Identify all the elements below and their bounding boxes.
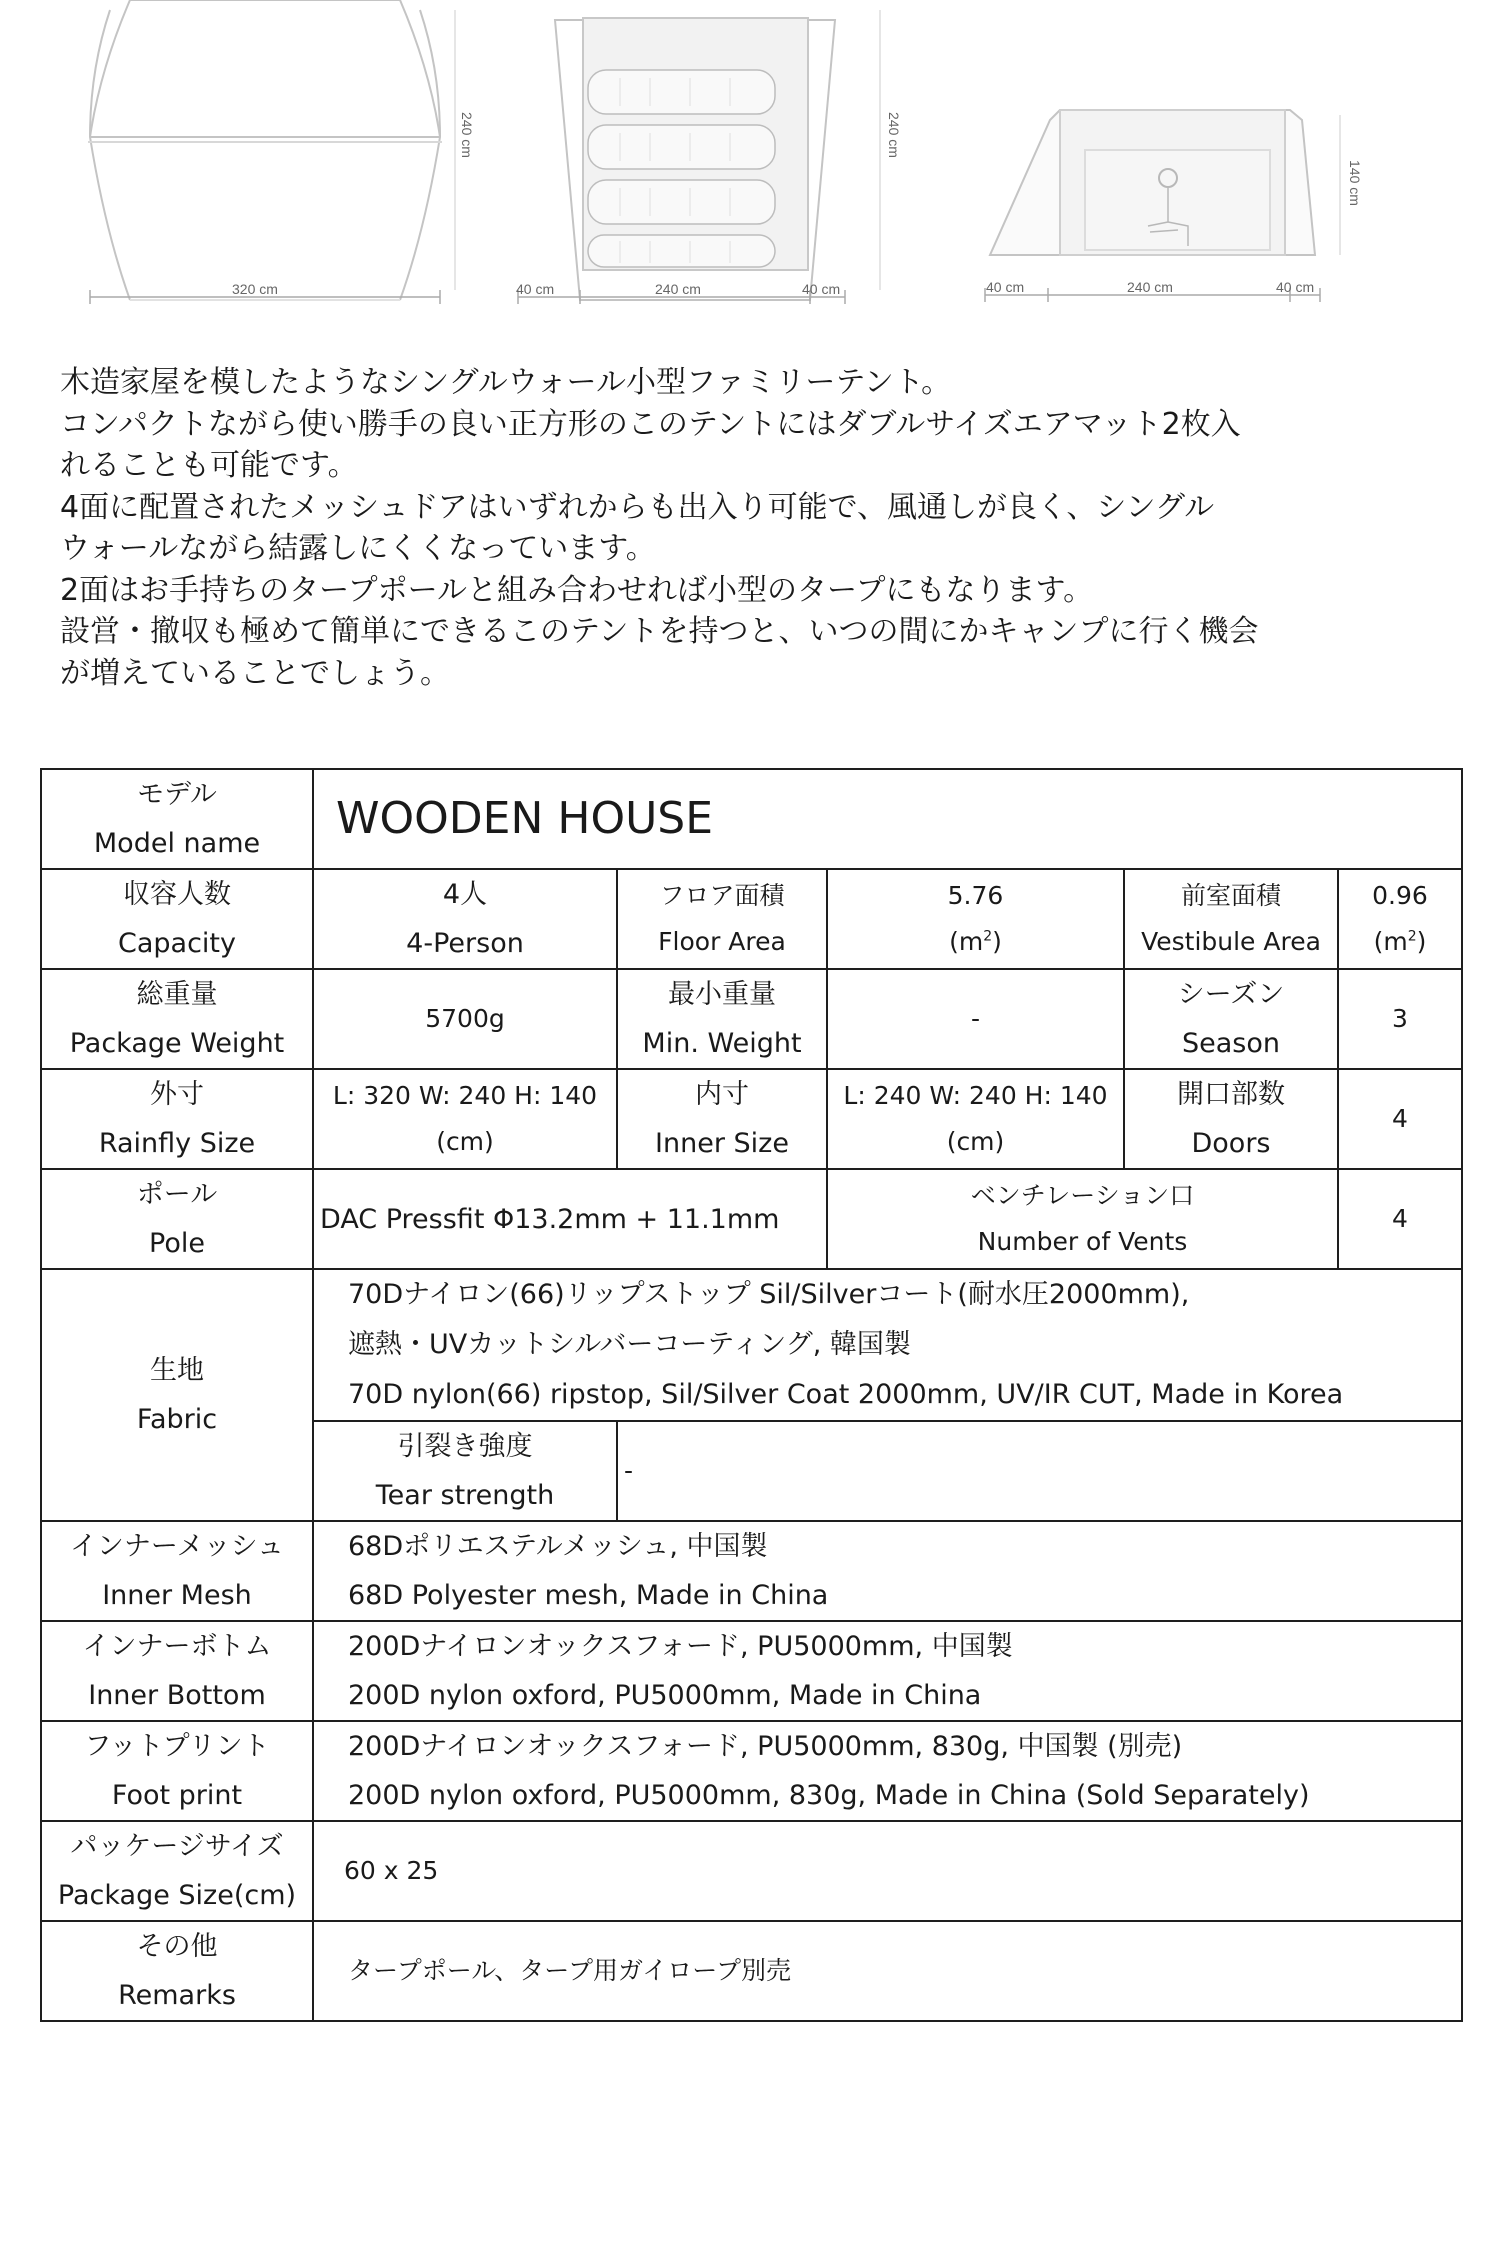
model-name-value: WOODEN HOUSE <box>313 769 1462 869</box>
fabric-line: 遮熱・UVカットシルバーコーティング, 韓国製 <box>348 1329 911 1360</box>
side-height-label: 140 cm <box>1347 160 1363 206</box>
model-label-cell <box>41 769 313 869</box>
doors-label-en: Doors <box>1191 1128 1271 1159</box>
description-line: 4面に配置されたメッシュドアはいずれからも出入り可能で、風通しが良く、シングル <box>60 489 1215 525</box>
package-weight-value: 5700g <box>313 969 617 1069</box>
fabric-value-cell <box>313 1269 1462 1421</box>
description-line: 木造家屋を模したようなシングルウォール小型ファミリーテント。 <box>60 365 952 400</box>
vestibule-area-label-en: Vestibule Area <box>1141 927 1321 956</box>
vestibule-area-value: 0.96 <box>1372 881 1428 910</box>
rainfly-size-label-cell <box>41 1069 313 1169</box>
inner-bottom-label-en: Inner Bottom <box>88 1680 266 1711</box>
doors-label-ja: 開口部数 <box>1177 1079 1285 1110</box>
tear-strength-label-ja: 引裂き強度 <box>397 1431 533 1462</box>
fabric-line: 70D nylon(66) ripstop, Sil/Silver Coat 2000mm, UV/IR CUT, Made in Korea <box>348 1379 1344 1410</box>
capacity-value-ja: 4人 <box>442 879 488 910</box>
rainfly-size-value-cell <box>313 1069 617 1169</box>
floor-area-value-cell <box>827 869 1124 969</box>
pole-label-en: Pole <box>149 1228 205 1259</box>
footprint-label-cell <box>41 1721 313 1821</box>
side-right-label: 40 cm <box>1276 279 1315 295</box>
description-line: 2面はお手持ちのタープポールと組み合わせれば小型のタープにもなります。 <box>60 572 1094 608</box>
capacity-value-en: 4-Person <box>406 928 524 959</box>
side-view-diagram <box>985 110 1340 302</box>
row-capacity <box>41 869 1462 969</box>
inner-size-value: L: 240 W: 240 H: 140 <box>843 1081 1108 1110</box>
capacity-label-ja: 収容人数 <box>123 879 231 910</box>
tent-dimension-diagrams <box>0 0 1500 320</box>
front-width-label: 320 cm <box>232 281 278 297</box>
model-label-en: Model name <box>93 828 261 859</box>
spec-table <box>40 768 1463 2022</box>
side-left-label: 40 cm <box>986 279 1025 295</box>
package-weight-label-en: Package Weight <box>69 1028 285 1059</box>
inner-size-value-cell <box>827 1069 1124 1169</box>
row-inner-mesh <box>41 1521 1462 1621</box>
inner-mesh-value-cell <box>313 1521 1462 1621</box>
footprint-line-ja: 200Dナイロンオックスフォード, PU5000mm, 830g, 中国製 (別売) <box>348 1731 1183 1762</box>
row-model <box>41 769 1462 869</box>
front-height-label: 240 cm <box>459 112 475 158</box>
top-right-label: 40 cm <box>802 281 841 297</box>
inner-bottom-value-cell <box>313 1621 1462 1721</box>
row-pole <box>41 1169 1462 1269</box>
remarks-label-en: Remarks <box>118 1980 236 2011</box>
season-label-cell <box>1124 969 1338 1069</box>
pole-value: DAC Pressfit Φ13.2mm + 11.1mm <box>313 1169 827 1269</box>
fabric-line: 70Dナイロン(66)リップストップ Sil/Silverコート(耐水圧2000mm), <box>348 1279 1190 1310</box>
model-label-ja: モデル <box>137 779 217 810</box>
inner-mesh-line-ja: 68Dポリエステルメッシュ, 中国製 <box>348 1531 768 1562</box>
top-left-label: 40 cm <box>516 281 555 297</box>
footprint-line-en: 200D nylon oxford, PU5000mm, 830g, Made in China (Sold Separately) <box>348 1780 1310 1811</box>
season-label-en: Season <box>1182 1028 1280 1059</box>
footprint-label-en: Foot print <box>111 1780 243 1811</box>
fabric-label-cell <box>41 1269 313 1521</box>
inner-bottom-label-cell <box>41 1621 313 1721</box>
row-inner-bottom <box>41 1621 1462 1721</box>
min-weight-label-ja: 最小重量 <box>668 979 776 1010</box>
vestibule-area-unit: $(m^2)$ <box>1373 927 1427 956</box>
inner-size-label-cell <box>617 1069 827 1169</box>
package-weight-label-ja: 総重量 <box>136 979 218 1010</box>
top-center-label: 240 cm <box>655 281 701 297</box>
row-package-size <box>41 1821 1462 1921</box>
min-weight-label-cell <box>617 969 827 1069</box>
vestibule-area-label-cell <box>1124 869 1338 969</box>
inner-mesh-label-cell <box>41 1521 313 1621</box>
floor-area-label-en: Floor Area <box>658 927 786 956</box>
package-size-label-cell <box>41 1821 313 1921</box>
inner-size-label-en: Inner Size <box>655 1128 789 1159</box>
description-line: 設営・撤収も極めて簡単にできるこのテントを持つと、いつの間にかキャンプに行く機会 <box>60 614 1259 649</box>
package-size-value: 60 x 25 <box>313 1821 1462 1921</box>
min-weight-value: - <box>827 969 1124 1069</box>
rainfly-size-label-ja: 外寸 <box>150 1079 204 1110</box>
inner-mesh-label-en: Inner Mesh <box>102 1580 252 1611</box>
inner-mesh-line-en: 68D Polyester mesh, Made in China <box>348 1580 829 1611</box>
capacity-label-en: Capacity <box>118 928 236 959</box>
fabric-label-en: Fabric <box>136 1404 218 1435</box>
inner-bottom-line-ja: 200Dナイロンオックスフォード, PU5000mm, 中国製 <box>348 1631 1013 1662</box>
floor-area-unit: $(m^2)$ <box>949 927 1002 956</box>
product-description <box>60 362 1460 694</box>
fabric-label-ja: 生地 <box>150 1355 204 1386</box>
remarks-label-cell <box>41 1921 313 2021</box>
remarks-value: タープポール、タープ用ガイロープ別売 <box>313 1921 1462 2021</box>
doors-label-cell <box>1124 1069 1338 1169</box>
pole-label-cell <box>41 1169 313 1269</box>
vents-label-cell <box>827 1169 1338 1269</box>
vestibule-area-label-ja: 前室面積 <box>1180 881 1281 910</box>
description-line: れることも可能です。 <box>60 448 358 483</box>
package-weight-label-cell <box>41 969 313 1069</box>
front-view-diagram <box>88 0 455 304</box>
tear-strength-label-en: Tear strength <box>375 1480 555 1511</box>
tear-strength-label-cell <box>313 1421 617 1521</box>
capacity-label-cell <box>41 869 313 969</box>
package-size-label-ja: パッケージサイズ <box>70 1831 284 1862</box>
vents-label-ja: ベンチレーション口 <box>970 1181 1195 1210</box>
capacity-value-cell <box>313 869 617 969</box>
description-line: コンパクトながら使い勝手の良い正方形のこのテントにはダブルサイズエアマット2枚入 <box>60 406 1241 442</box>
rainfly-size-value: L: 320 W: 240 H: 140 <box>332 1081 598 1110</box>
row-weight <box>41 969 1462 1069</box>
season-value: 3 <box>1338 969 1462 1069</box>
row-footprint <box>41 1721 1462 1821</box>
top-view-diagram <box>518 10 880 304</box>
vestibule-area-value-cell <box>1338 869 1462 969</box>
top-height-label: 240 cm <box>886 112 902 158</box>
inner-bottom-label-ja: インナーボトム <box>82 1631 272 1662</box>
floor-area-label-cell <box>617 869 827 969</box>
vents-label-en: Number of Vents <box>977 1227 1188 1256</box>
inner-size-unit: (cm) <box>946 1127 1005 1156</box>
description-line: が増えていることでしょう。 <box>60 655 450 691</box>
doors-value: 4 <box>1338 1069 1462 1169</box>
inner-mesh-label-ja: インナーメッシュ <box>69 1531 285 1562</box>
season-label-ja: シーズン <box>1177 979 1285 1010</box>
rainfly-size-unit: (cm) <box>436 1127 494 1156</box>
tear-strength-value: - <box>617 1421 1462 1521</box>
rainfly-size-label-en: Rainfly Size <box>98 1128 256 1159</box>
description-line: ウォールながら結露しにくくなっています。 <box>60 531 656 566</box>
side-center-label: 240 cm <box>1127 279 1173 295</box>
footprint-value-cell <box>313 1721 1462 1821</box>
pole-label-ja: ポール <box>136 1179 218 1210</box>
inner-size-label-ja: 内寸 <box>695 1079 749 1110</box>
floor-area-label-ja: フロア面積 <box>659 881 785 910</box>
row-fabric <box>41 1269 1462 1421</box>
remarks-label-ja: その他 <box>136 1931 218 1962</box>
row-size <box>41 1069 1462 1169</box>
floor-area-value: 5.76 <box>947 881 1004 910</box>
inner-bottom-line-en: 200D nylon oxford, PU5000mm, Made in China <box>348 1680 982 1711</box>
package-size-label-en: Package Size(cm) <box>57 1880 297 1911</box>
vents-value: 4 <box>1338 1169 1462 1269</box>
min-weight-label-en: Min. Weight <box>642 1028 802 1059</box>
row-remarks <box>41 1921 1462 2021</box>
footprint-label-ja: フットプリント <box>84 1731 270 1762</box>
